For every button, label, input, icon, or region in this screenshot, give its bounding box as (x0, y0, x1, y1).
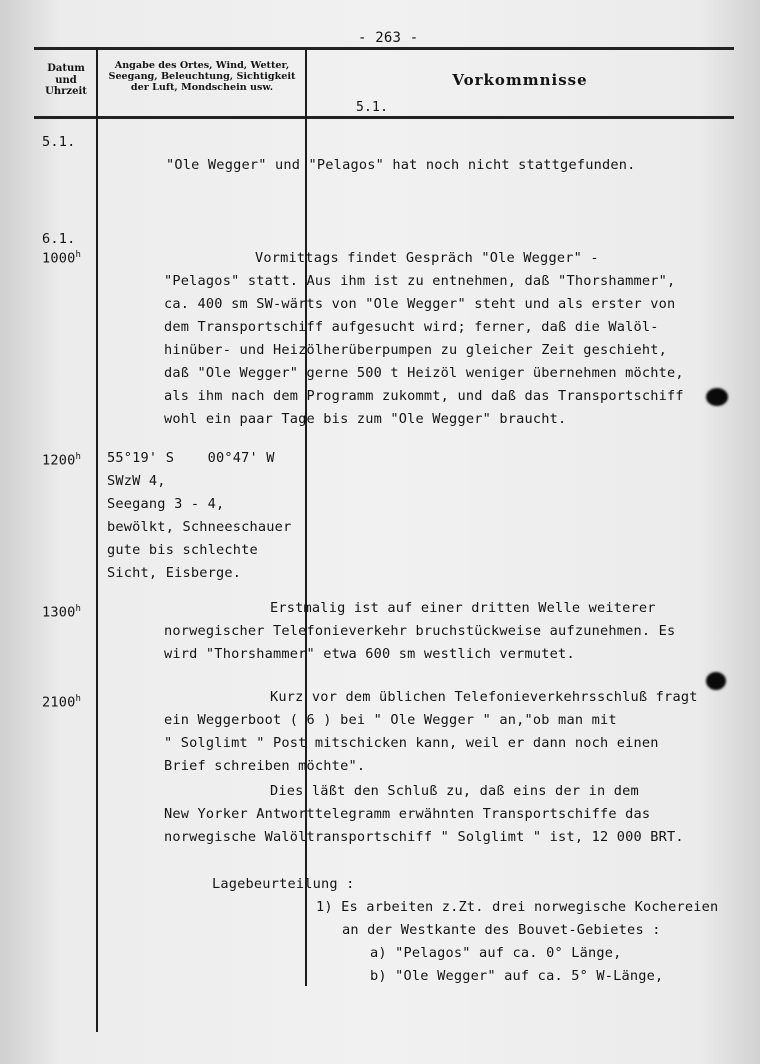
entry2-line: Vormittags findet Gespräch "Ole Wegger" - (255, 250, 599, 266)
entry5-line: Kurz vor dem üblichen Telefonieverkehrsschluß fragt (270, 689, 698, 705)
header-location-line3: der Luft, Mondschein usw. (130, 82, 274, 94)
entry1-text: "Ole Wegger" und "Pelagos" hat noch nicht stattgefunden. (166, 157, 636, 173)
entry5-line: Dies läßt den Schluß zu, daß eins der in dem (270, 783, 639, 799)
page-number: - 263 - (358, 30, 419, 46)
entry2-time-sup: h (75, 250, 82, 260)
header-location-line1: Angabe des Ortes, Wind, Wetter, (114, 60, 290, 71)
entry3-time (42, 452, 81, 469)
entry4-time-value: 1300 (42, 604, 76, 621)
ink-blot (706, 672, 726, 690)
entry3-visibility-2: Sicht, Eisberge. (107, 565, 242, 581)
entry3-time-value: 1200 (42, 452, 76, 469)
entry5-line: norwegische Walöltransportschiff " Solglimt " ist, 12 000 BRT. (164, 829, 684, 845)
entry5-line: Brief schreiben möchte". (164, 758, 366, 774)
header-top-rule (34, 47, 734, 50)
entry2-line: "Pelagos" statt. Aus ihm ist zu entnehmen, daß "Thorshammer", (164, 273, 676, 289)
assessment-line: a) "Pelagos" auf ca. 0° Länge, (370, 945, 622, 961)
header-events: Vorkommnisse (452, 71, 588, 89)
entry2-time (42, 250, 81, 267)
entry3-sea-state: Seegang 3 - 4, (107, 496, 225, 512)
entry2-line: dem Transportschiff aufgesucht wird; ferner, daß die Walöl- (164, 319, 659, 335)
header-location-line2: Seegang, Beleuchtung, Sichtigkeit (108, 71, 296, 83)
entry2-date: 6.1. (42, 231, 76, 247)
entry3-visibility: gute bis schlechte (107, 542, 258, 558)
entry4-time (42, 604, 81, 621)
entry3-wind: SWzW 4, (107, 473, 166, 489)
entry5-time-sup: h (75, 694, 82, 704)
entry5-time-value: 2100 (42, 694, 76, 711)
entry4-line: Erstmalig ist auf einer dritten Welle weiterer (270, 600, 656, 616)
entry2-time-value: 1000 (42, 250, 76, 267)
ink-blot (706, 388, 728, 406)
entry5-time (42, 694, 81, 711)
entry3-position: 55°19' S 00°47' W (107, 450, 275, 466)
entry4-line: norwegischer Telefonieverkehr bruchstückweise aufzunehmen. Es (164, 623, 676, 639)
header-bottom-rule (34, 116, 734, 119)
entry2-line: daß "Ole Wegger" gerne 500 t Heizöl weniger übernehmen möchte, (164, 365, 684, 381)
column-divider-2 (305, 48, 307, 986)
entry3-weather: bewölkt, Schneeschauer (107, 519, 292, 535)
header-location-weather (99, 60, 305, 93)
header-events-date: 5.1. (356, 100, 389, 115)
entry5-line: ein Weggerboot ( 6 ) bei " Ole Wegger " an,"ob man mit (164, 712, 617, 728)
entry5-line: New Yorker Antworttelegramm erwähnten Transportschiffe das (164, 806, 651, 822)
header-and-label: und (55, 74, 77, 86)
entry5-line: " Solglimt " Post mitschicken kann, weil er dann noch einen (164, 735, 659, 751)
entry2-line: ca. 400 sm SW-wärts von "Ole Wegger" steht und als erster von (164, 296, 676, 312)
assessment-line: b) "Ole Wegger" auf ca. 5° W-Länge, (370, 968, 664, 984)
entry2-line: als ihm nach dem Programm zukommt, und daß das Transportschiff (164, 388, 684, 404)
entry1-date: 5.1. (42, 134, 76, 150)
header-time-label: Uhrzeit (45, 86, 87, 97)
entry2-line: hinüber- und Heizölherüberpumpen zu gleicher Zeit geschieht, (164, 342, 668, 358)
entry2-line: wohl ein paar Tage bis zum "Ole Wegger" braucht. (164, 411, 567, 427)
header-date-label: Datum (47, 63, 85, 74)
column-divider-1 (96, 48, 98, 1032)
assessment-line: 1) Es arbeiten z.Zt. drei norwegische Kochereien (316, 899, 719, 915)
entry4-time-sup: h (75, 604, 82, 614)
assessment-line: an der Westkante des Bouvet-Gebietes : (342, 922, 661, 938)
entry4-line: wird "Thorshammer" etwa 600 sm westlich vermutet. (164, 646, 575, 662)
assessment-title: Lagebeurteilung : (212, 876, 355, 892)
header-date-time (36, 63, 96, 98)
entry3-time-sup: h (75, 452, 82, 462)
